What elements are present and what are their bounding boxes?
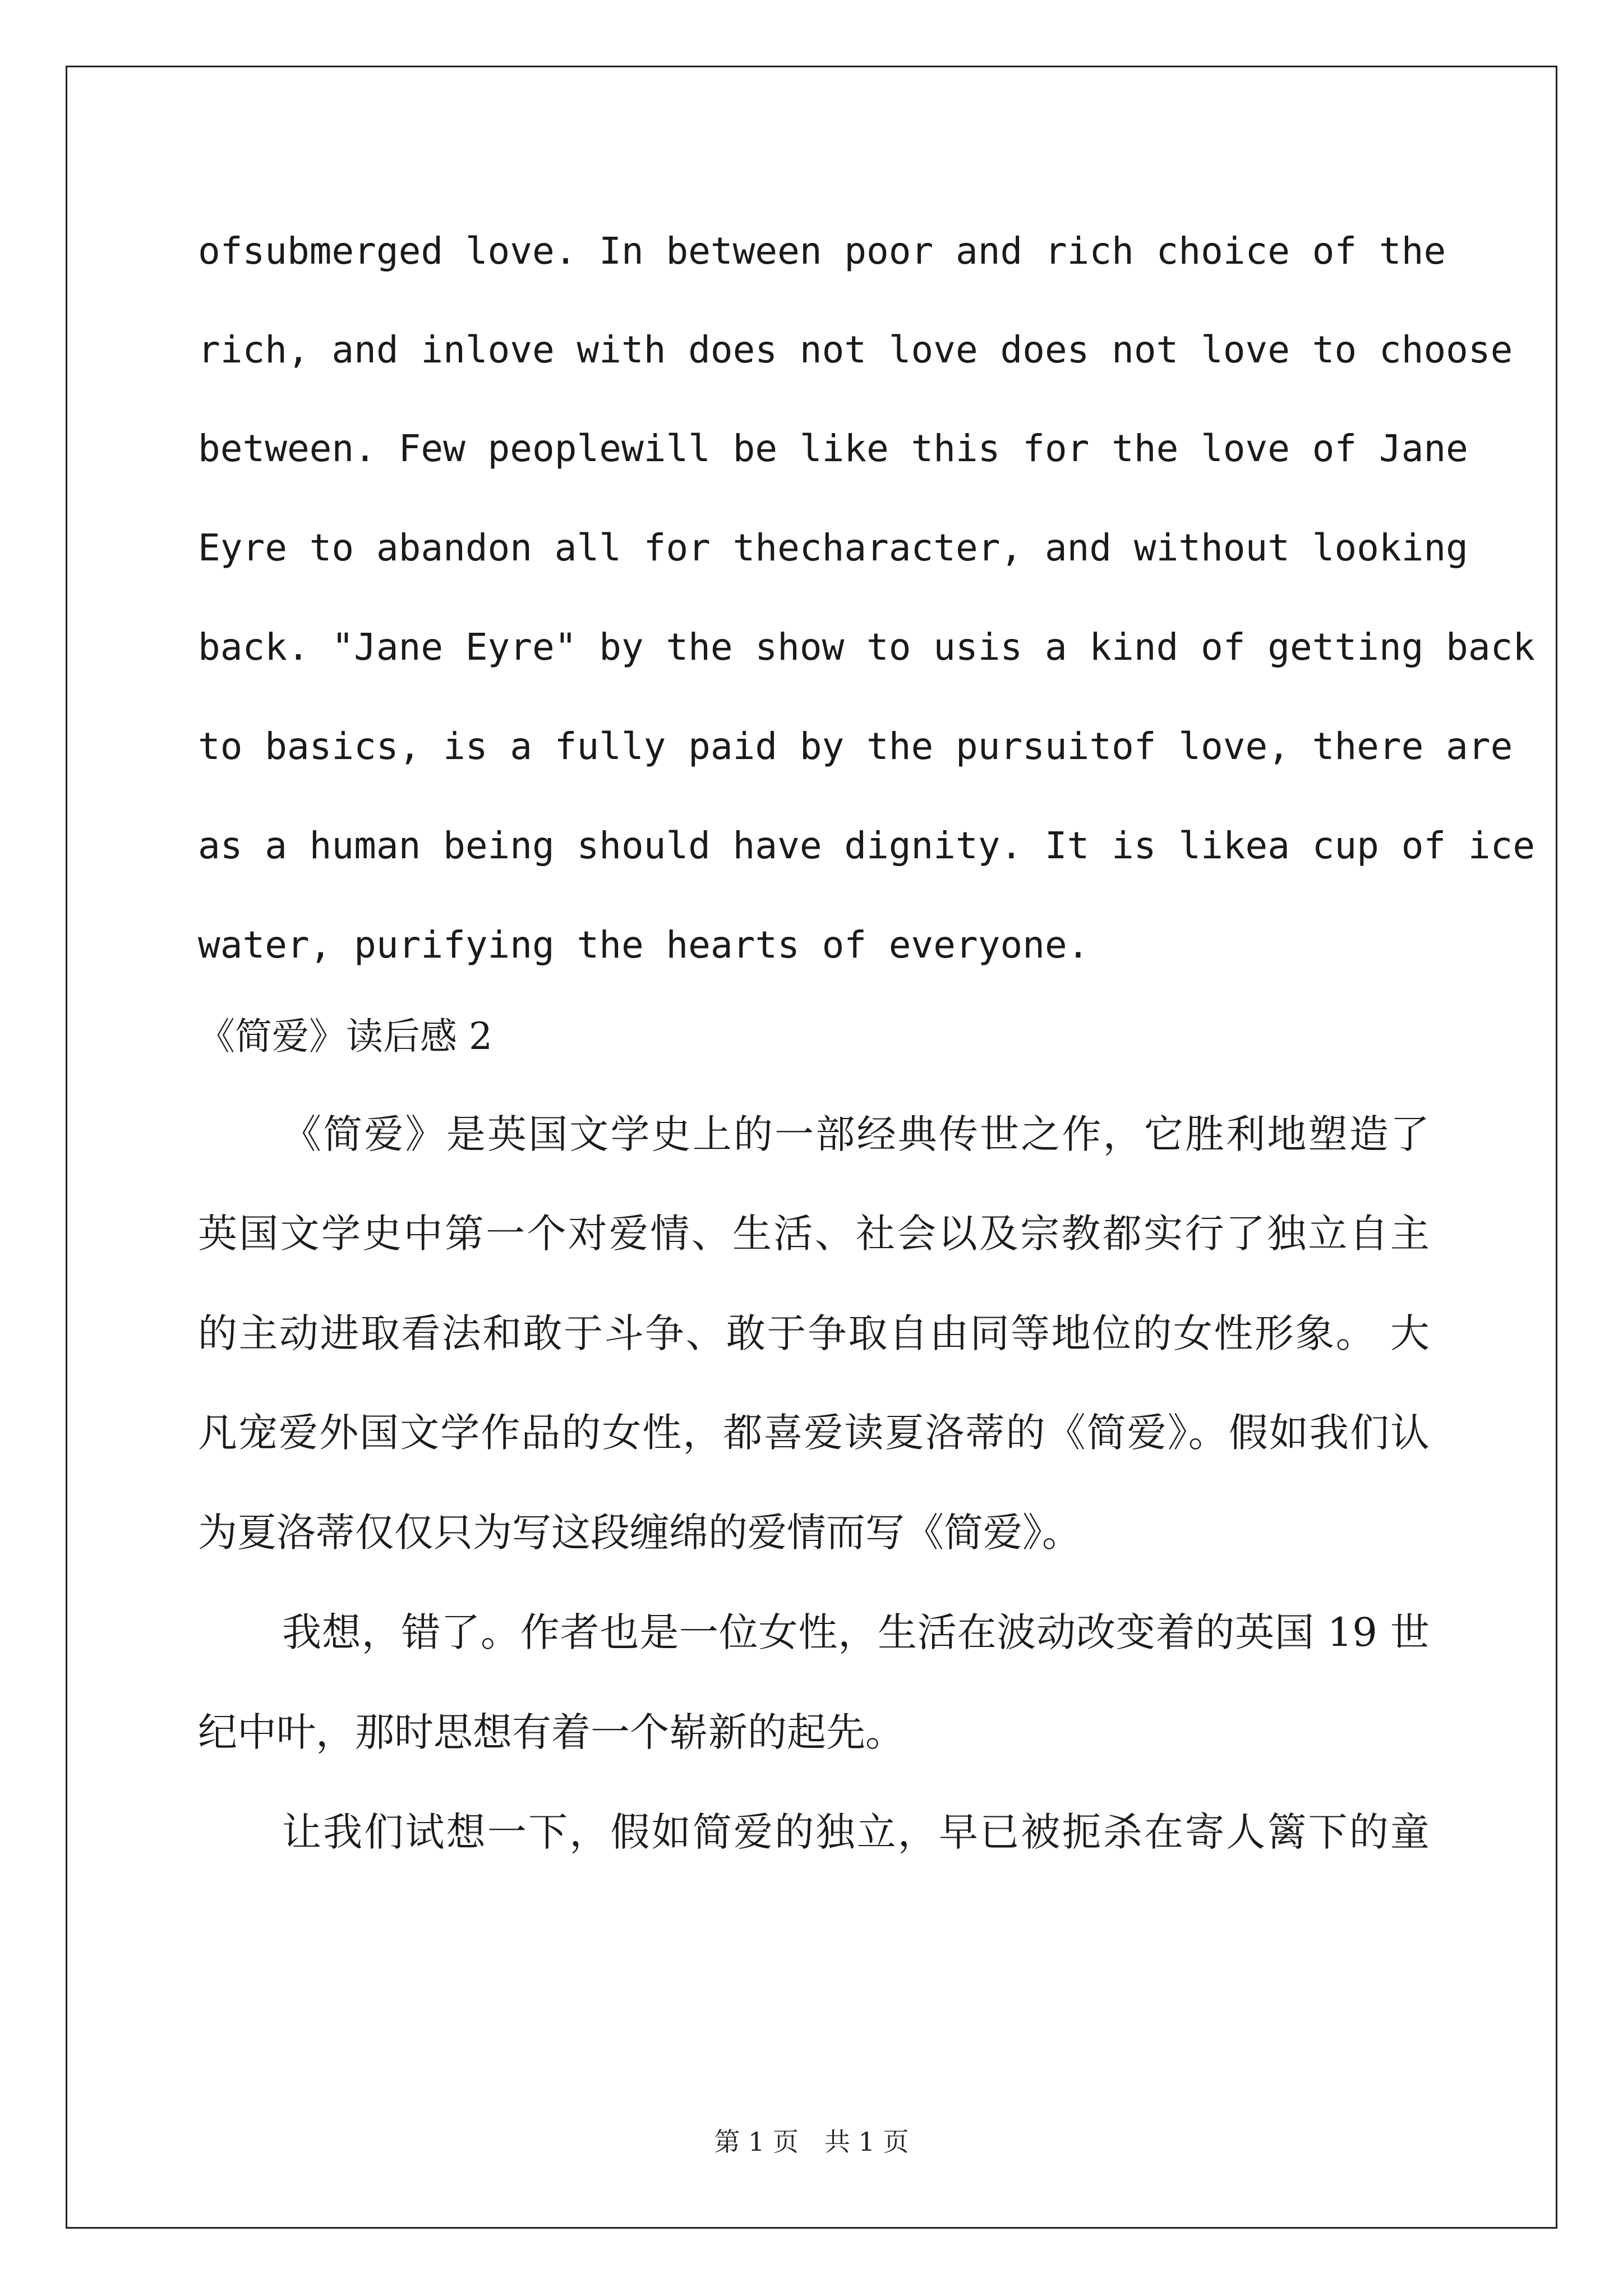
chinese-line: 为夏洛蒂仅仅只为写这段缠绵的爱情而写《简爱》。 bbox=[198, 1510, 1081, 1556]
chinese-line: 凡宠爱外国文学作品的女性，都喜爱读夏洛蒂的《简爱》。假如我们认 bbox=[198, 1410, 1430, 1456]
chinese-line: 让我们试想一下，假如简爱的独立，早已被扼杀在寄人篱下的童 bbox=[282, 1809, 1430, 1855]
english-line: Eyre to abandon all for thecharacter, and without looking bbox=[198, 526, 1468, 569]
english-line: ofsubmerged love. In between poor and rich choice of the bbox=[198, 229, 1446, 273]
english-line: between. Few peoplewill be like this for the love of Jane bbox=[198, 427, 1468, 470]
chinese-line: 纪中叶，那时思想有着一个崭新的起先。 bbox=[198, 1709, 905, 1755]
english-line: to basics, is a fully paid by the pursuitof love, there are bbox=[198, 725, 1513, 768]
chinese-line: 英国文学史中第一个对爱情、生活、社会以及宗教都实行了独立自主 bbox=[198, 1211, 1430, 1257]
chinese-line: 我想，错了。作者也是一位女性，生活在波动改变着的英国 19 世 bbox=[282, 1609, 1430, 1655]
section-heading: 《简爱》读后感 2 bbox=[198, 1015, 492, 1058]
english-line: as a human being should have dignity. It is likea cup of ice bbox=[198, 824, 1536, 867]
english-line: rich, and inlove with does not love does not love to choose bbox=[198, 328, 1513, 371]
page-indicator: 第 1 页 共 1 页 bbox=[714, 2127, 909, 2157]
chinese-line: 的主动进取看法和敢于斗争、敢于争取自由同等地位的女性形象。 大 bbox=[198, 1310, 1430, 1356]
english-line: back. "Jane Eyre" by the show to usis a kind of getting back bbox=[198, 625, 1536, 669]
english-line: water, purifying the hearts of everyone. bbox=[198, 923, 1090, 967]
chinese-line: 《简爱》是英国文学史上的一部经典传世之作，它胜利地塑造了 bbox=[282, 1111, 1430, 1157]
